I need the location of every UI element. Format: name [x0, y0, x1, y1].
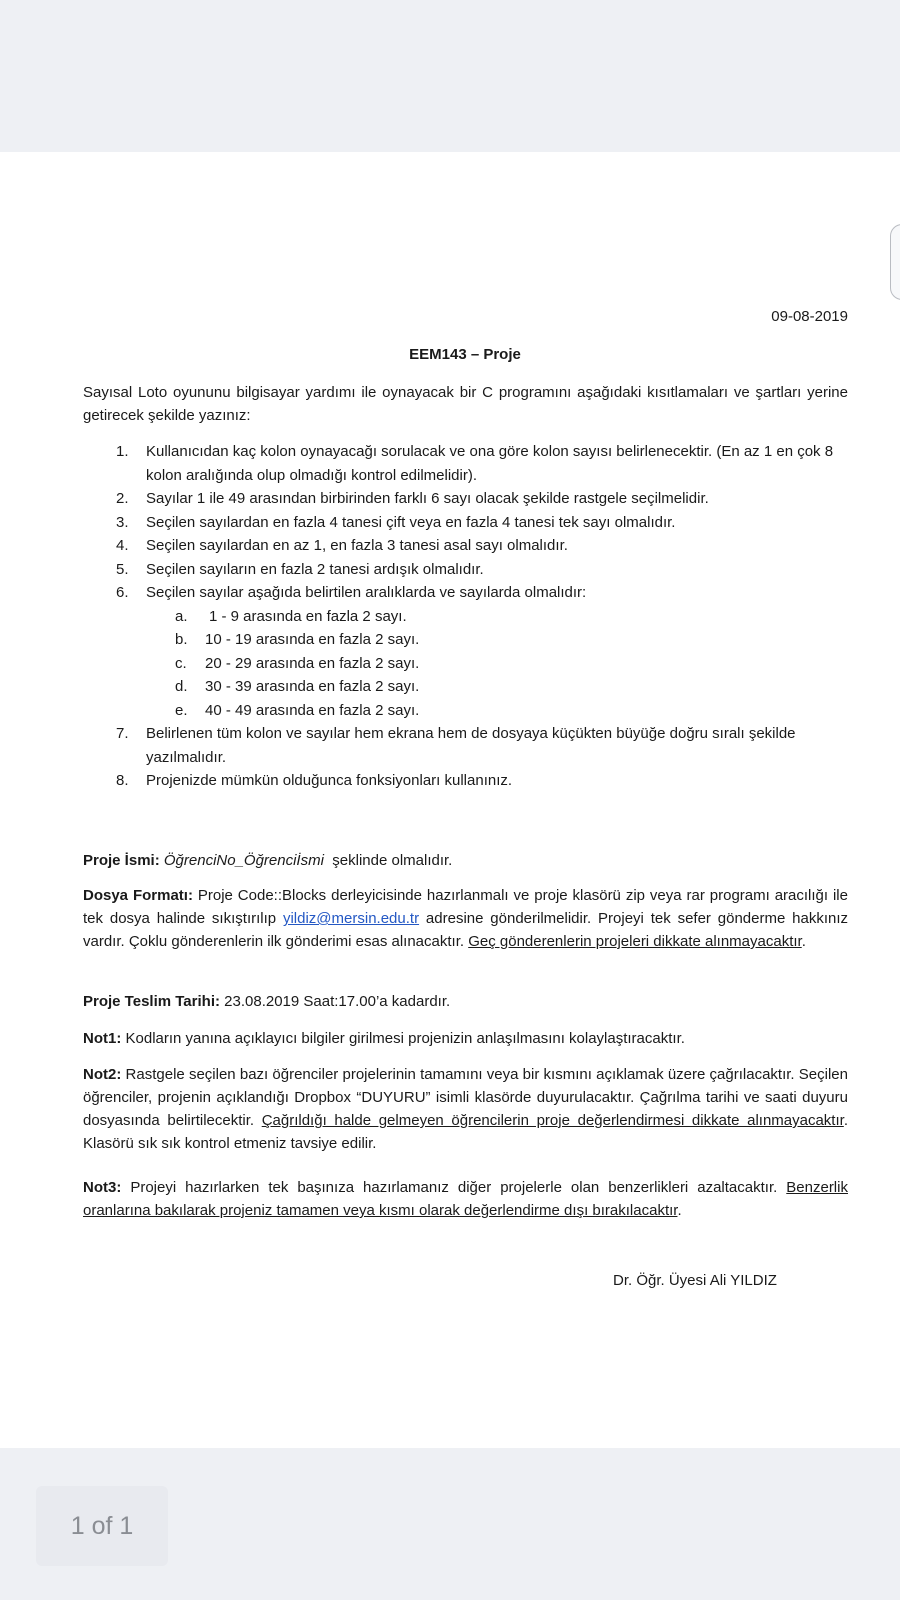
- not2: Not2: Rastgele seçilen bazı öğrenciler projelerinin tamamını veya bir kısmını açıklamak üzere çağrılacaktır. Seçilen öğrenciler, projenin açıklandığı Dropbox “DUYURU” isimli klasörde duyurulacaktır. Çağrılma tarihi ve saati duyuru dosyasında belirtilecektir. Çağrıldığı halde gelmeyen öğrencilerin proje değerlendirmesi dikkate alınmayacaktır. Klasörü sık sık kontrol etmeniz tavsiye edilir.: [83, 1066, 848, 1152]
- list-item: 6. Seçilen sayılar aşağıda belirtilen aralıklarda ve sayılarda olmalıdır:: [116, 584, 587, 601]
- document-date: 09-08-2019: [771, 308, 848, 325]
- email-link[interactable]: yildiz@mersin.edu.tr: [282, 910, 420, 927]
- sub-list-item: b. 10 - 19 arasında en fazla 2 sayı.: [175, 631, 420, 648]
- requirements-list: [83, 440, 848, 793]
- page-indicator[interactable]: 1 of 1: [36, 1486, 168, 1566]
- scroll-handle[interactable]: [890, 224, 900, 300]
- sub-list-item: d. 30 - 39 arasında en fazla 2 sayı.: [175, 678, 420, 695]
- teslim-tarihi: Proje Teslim Tarihi: 23.08.2019 Saat:17.00’a kadardır.: [83, 993, 451, 1010]
- list-item: 2. Sayılar 1 ile 49 arasından birbirinden farklı 6 sayı olacak şekilde rastgele seçilmelidir.: [116, 490, 709, 507]
- document-title: EEM143 – Proje: [409, 346, 521, 363]
- not3: Not3: Projeyi hazırlarken tek başınıza hazırlamanız diğer projelerle olan benzerlikleri azaltacaktır. Benzerlik oranlarına bakılarak projeniz tamamen veya kısmı olarak değerlendirme dışı bırakılacaktır.: [83, 1179, 848, 1219]
- list-item: 5. Seçilen sayıların en fazla 2 tanesi ardışık olmalıdır.: [116, 560, 484, 578]
- dosya-formati: Dosya Formatı: Proje Code::Blocks derleyicisinde hazırlanmalı ve proje klasörü zip veya rar programı aracılığı ile tek dosya halinde sıkıştırılıp yildiz@mersin.edu.tr adresine gönderilmelidir. Projeyi tek sefer gönderme hakkınız vardır. Çoklu gönderenlerin ilk gönderimi esas alınacaktır. Geç gönderenlerin projeleri dikkate alınmayacaktır.: [83, 887, 849, 950]
- list-item: 4. Seçilen sayılardan en az 1, en fazla 3 tanesi asal sayı olmalıdır.: [116, 537, 568, 554]
- list-item: 8. Projenizde mümkün olduğunca fonksiyonları kullanınız.: [116, 772, 513, 789]
- sub-list-item: e. 40 - 49 arasında en fazla 2 sayı.: [175, 701, 420, 719]
- signature: Dr. Öğr. Üyesi Ali YILDIZ: [613, 1272, 777, 1289]
- sub-list-item: a. 1 - 9 arasında en fazla 2 sayı.: [175, 607, 407, 625]
- proje-ismi: Proje İsmi: ÖğrenciNo_Öğrenciİsmi şeklinde olmalıdır.: [83, 852, 453, 869]
- list-item: 7. Belirlenen tüm kolon ve sayılar hem ekrana hem de dosyaya küçükten büyüğe doğru sıralı şekilde yazılmalıdır.: [116, 725, 796, 766]
- list-item: 1. Kullanıcıdan kaç kolon oynayacağı sorulacak ve ona göre kolon sayısı belirlenecektir. (En az 1 en çok 8 kolon aralığında olup olmadığı kontrol edilmelidir).: [116, 443, 834, 484]
- sub-list-item: c. 20 - 29 arasında en fazla 2 sayı.: [175, 654, 420, 672]
- intro-paragraph: Sayısal Loto oyununu bilgisayar yardımı ile oynayacak bir C programını aşağıdaki kısıtlamaları ve şartları yerine getirecek şekilde yazınız:: [83, 384, 848, 424]
- list-item: 3. Seçilen sayılardan en fazla 4 tanesi çift veya en fazla 4 tanesi tek sayı olmalıdır.: [116, 513, 676, 531]
- not1: Not1: Kodların yanına açıklayıcı bilgiler girilmesi projenizin anlaşılmasını kolaylaştıracaktır.: [83, 1030, 685, 1047]
